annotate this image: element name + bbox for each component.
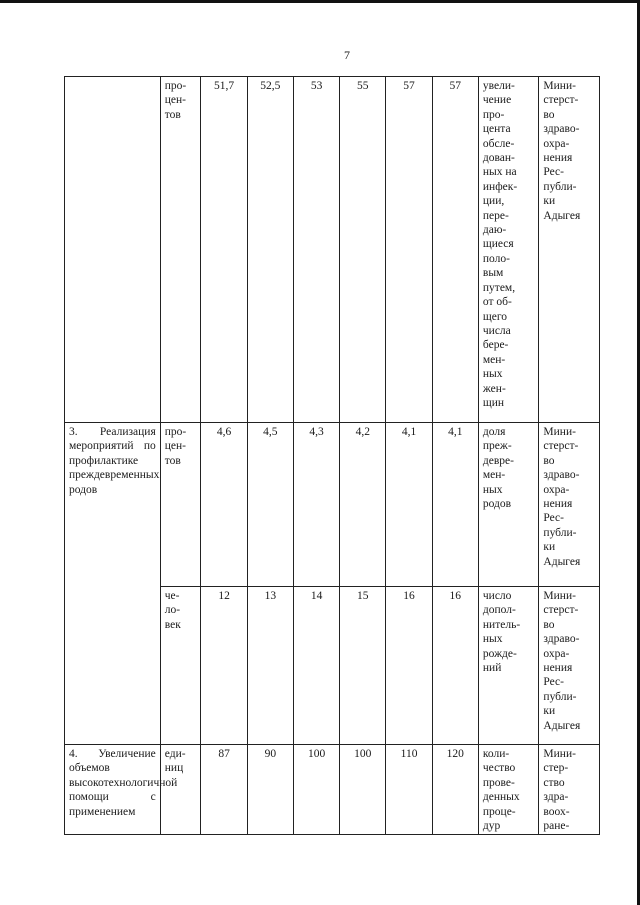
event-cell: 3. Реализация мероприятий по профилактике преждевременных родов: [65, 423, 161, 745]
value-cell: 55: [340, 77, 386, 423]
value-cell: 110: [386, 745, 432, 835]
value-cell: 14: [293, 587, 339, 745]
table-row: [65, 77, 600, 423]
value-cell: 90: [247, 745, 293, 835]
responsible-cell: Мини- стерст- во здраво- охра- нения Рес- публи- ки Адыгея: [539, 77, 600, 423]
unit-cell: про- цен- тов: [160, 77, 201, 423]
value-cell: 15: [340, 587, 386, 745]
table-row: [65, 423, 600, 587]
value-cell: 4,1: [386, 423, 432, 587]
value-cell: 16: [386, 587, 432, 745]
unit-cell: про- цен- тов: [160, 423, 201, 587]
value-cell: 13: [247, 587, 293, 745]
indicator-cell: доля преж- девре- мен- ных родов: [478, 423, 539, 587]
unit-cell: еди- ниц: [160, 745, 201, 835]
value-cell: 100: [340, 745, 386, 835]
responsible-cell: Мини- стер- ство здра- воох- ране-: [539, 745, 600, 835]
indicator-cell: число допол- нитель- ных рожде- ний: [478, 587, 539, 745]
value-cell: 4,3: [293, 423, 339, 587]
program-indicators-table: [64, 76, 600, 835]
value-cell: 100: [293, 745, 339, 835]
unit-cell: че- ло- век: [160, 587, 201, 745]
scan-border-top: [0, 0, 640, 3]
value-cell: 87: [201, 745, 247, 835]
value-cell: 16: [432, 587, 478, 745]
value-cell: 51,7: [201, 77, 247, 423]
indicator-cell: коли- чество прове- денных проце- дур: [478, 745, 539, 835]
value-cell: 4,1: [432, 423, 478, 587]
event-cell: 4. Увеличение объемов высокотехнологичной помощи с применением: [65, 745, 161, 835]
responsible-cell: Мини- стерст- во здраво- охра- нения Рес- публи- ки Адыгея: [539, 423, 600, 587]
value-cell: 4,5: [247, 423, 293, 587]
value-cell: 53: [293, 77, 339, 423]
value-cell: 12: [201, 587, 247, 745]
value-cell: 4,2: [340, 423, 386, 587]
responsible-cell: Мини- стерст- во здраво- охра- нения Рес- публи- ки Адыгея: [539, 587, 600, 745]
value-cell: 52,5: [247, 77, 293, 423]
table-row: [65, 745, 600, 835]
value-cell: 57: [432, 77, 478, 423]
event-cell: [65, 77, 161, 423]
page-number: 7: [344, 48, 350, 62]
indicator-cell: увели- чение про- цента обсле- дован- ных на инфек- ции, пере- даю- щиеся поло- вым путем, от об- щего числа бере- мен- ных жен- щин: [478, 77, 539, 423]
value-cell: 120: [432, 745, 478, 835]
value-cell: 57: [386, 77, 432, 423]
value-cell: 4,6: [201, 423, 247, 587]
